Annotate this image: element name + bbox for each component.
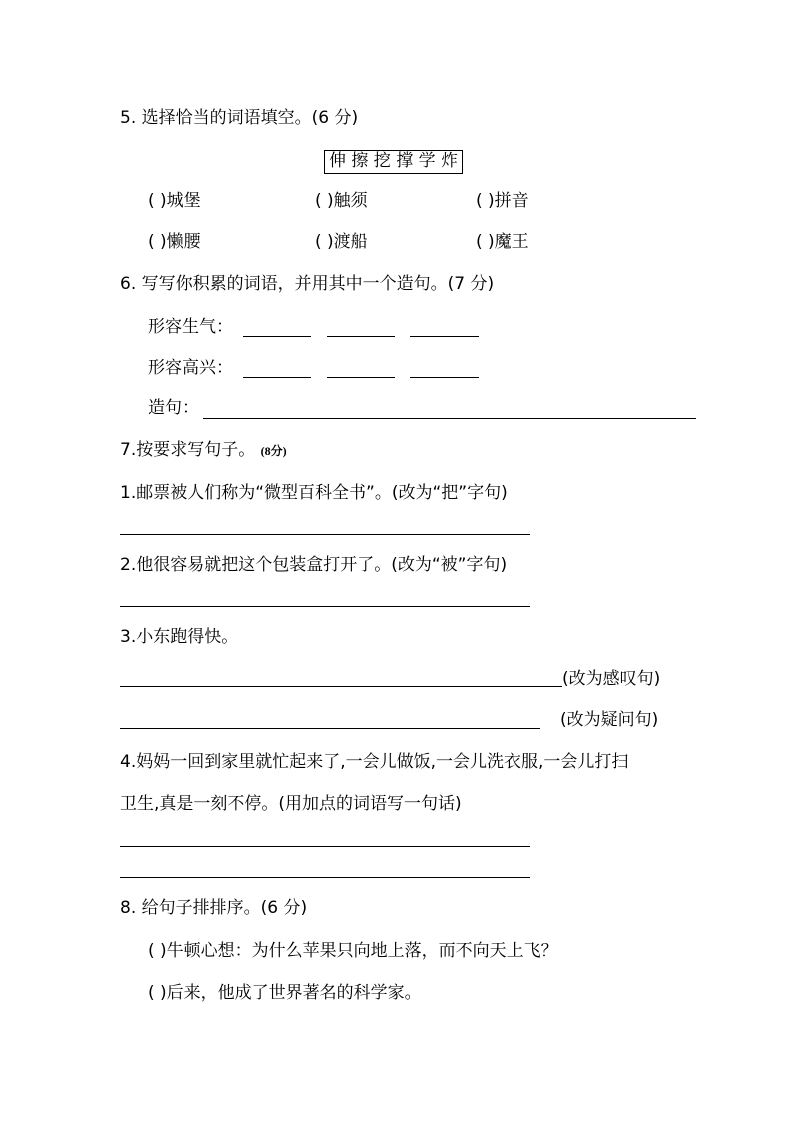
q6-happy-blank-2[interactable]: [327, 377, 395, 378]
q6-angry-blank-1[interactable]: [243, 336, 311, 337]
q5-blank-chuxu: ( )触须: [315, 191, 368, 211]
q5-blank-mowang: ( )魔王: [476, 232, 529, 252]
q7-sentence-3-requirement-1: (改为感叹句): [562, 669, 661, 689]
q7-answer-line-1[interactable]: [120, 534, 530, 535]
q5-blank-lanyao: ( )懒腰: [148, 232, 201, 252]
q7-title-points: (8分): [260, 444, 287, 458]
q6-angry-blank-3[interactable]: [410, 336, 479, 337]
q8-title: 8. 给句子排排序。(6 分): [120, 898, 308, 918]
q6-happy-blank-3[interactable]: [410, 377, 479, 378]
q5-blank-pinyin: ( )拼音: [476, 191, 529, 211]
q7-answer-line-4b[interactable]: [120, 877, 530, 878]
q6-title: 6. 写写你积累的词语，并用其中一个造句。(7 分): [120, 274, 495, 294]
q7-title: [120, 442, 287, 459]
q8-item-1: ( )牛顿心想：为什么苹果只向地上落，而不向天上飞？: [148, 941, 558, 961]
q5-title: 5. 选择恰当的词语填空。(6 分): [120, 108, 359, 128]
q7-sentence-1: 1.邮票被人们称为“微型百科全书”。(改为“把”字句): [120, 483, 508, 503]
q7-answer-line-4a[interactable]: [120, 846, 530, 847]
q7-sentence-3-requirement-2: (改为疑问句): [560, 710, 659, 730]
q6-sentence-blank[interactable]: [203, 418, 696, 419]
q7-title-text: 7.按要求写句子。: [120, 440, 256, 460]
q7-answer-line-3a[interactable]: [120, 686, 562, 687]
q5-word-box: 伸 擦 挖 撑 学 炸: [324, 150, 463, 174]
q5-blank-chengbao: ( )城堡: [148, 191, 201, 211]
q7-answer-line-3b[interactable]: [120, 728, 540, 729]
q6-happy-blank-1[interactable]: [243, 377, 311, 378]
q5-blank-duchuan: ( )渡船: [315, 232, 368, 252]
q8-item-2: ( )后来，他成了世界著名的科学家。: [148, 983, 422, 1003]
q6-angry-blank-2[interactable]: [327, 336, 395, 337]
q7-sentence-2: 2.他很容易就把这个包装盒打开了。(改为“被”字句): [120, 555, 508, 575]
q6-sentence-label: 造句：: [148, 398, 199, 418]
q7-sentence-3: 3.小东跑得快。: [120, 627, 239, 647]
q7-sentence-4-line-1: 4.妈妈一回到家里就忙起来了,一会儿做饭,一会儿洗衣服,一会儿打扫: [120, 752, 629, 772]
q7-sentence-4-line-2: 卫生,真是一刻不停。(用加点的词语写一句话): [120, 794, 462, 814]
q6-angry-label: 形容生气：: [148, 317, 233, 337]
q7-answer-line-2[interactable]: [120, 606, 530, 607]
q6-happy-label: 形容高兴：: [148, 358, 233, 378]
